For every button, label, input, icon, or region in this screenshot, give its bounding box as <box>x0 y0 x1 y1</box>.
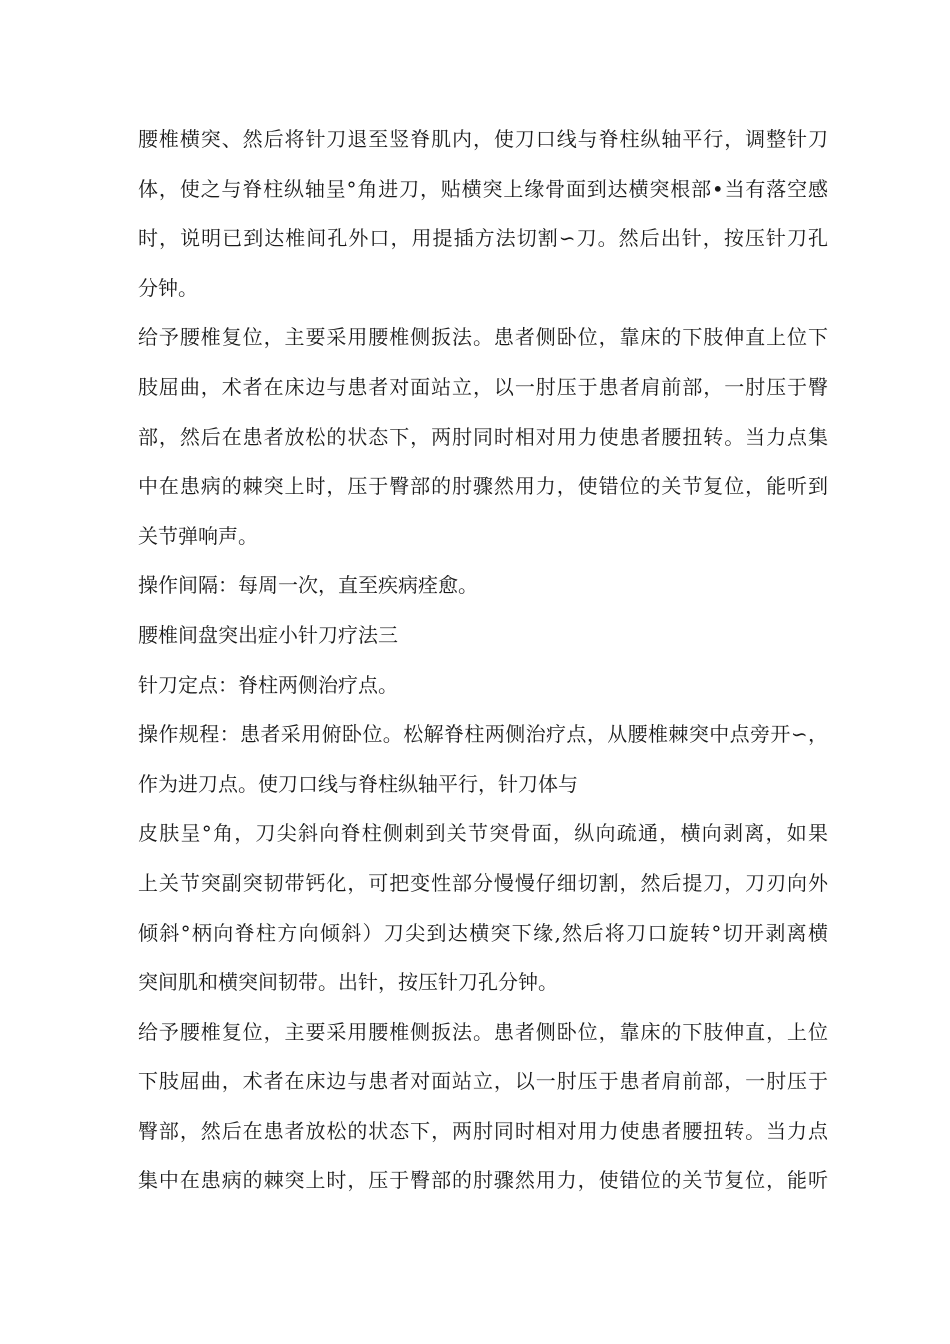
text-line: 操作间隔：每周一次，直至疾病痊愈。 <box>138 573 478 598</box>
text-line: 倾斜°柄向脊柱方向倾斜）刀尖到达横突下缘,然后将刀口旋转°切开剥离横 <box>138 920 828 945</box>
text-line: 给予腰椎复位，主要采用腰椎侧扳法。患者侧卧位，靠床的下肢伸直，上位 <box>138 1019 828 1044</box>
text-line: 关节弹响声。 <box>138 523 258 548</box>
text-line: 作为进刀点。使刀口线与脊柱纵轴平行，针刀体与 <box>138 771 578 796</box>
text-line: 皮肤呈°角，刀尖斜向脊柱侧刺到关节突骨面，纵向疏通，横向剥离，如果 <box>138 821 828 846</box>
text-line: 部，然后在患者放松的状态下，两肘同时相对用力使患者腰扭转。当力点集 <box>138 424 828 449</box>
text-line: 突间肌和横突间韧带。出针，按压针刀孔分钟。 <box>138 970 558 995</box>
text-line: 上关节突副突韧带钙化，可把变性部分慢慢仔细切割，然后提刀，刀刃向外 <box>138 870 828 895</box>
text-line: 臀部，然后在患者放松的状态下，两肘同时相对用力使患者腰扭转。当力点 <box>138 1118 828 1143</box>
text-line: 操作规程：患者采用俯卧位。松解脊柱两侧治疗点，从腰椎棘突中点旁开∽， <box>138 722 828 747</box>
text-line: 时，说明已到达椎间孔外口，用提插方法切割∽刀。然后出针，按压针刀孔 <box>138 226 828 251</box>
document-body <box>138 115 828 1206</box>
text-line: 腰椎间盘突出症小针刀疗法三 <box>138 622 398 647</box>
text-line: 中在患病的棘突上时，压于臀部的肘骤然用力，使错位的关节复位，能听到 <box>138 474 828 499</box>
text-line: 肢屈曲，术者在床边与患者对面站立，以一肘压于患者肩前部，一肘压于臀 <box>138 374 828 399</box>
text-line: 体，使之与脊柱纵轴呈°角进刀，贴横突上缘骨面到达横突根部•当有落空感 <box>138 176 828 201</box>
text-line: 给予腰椎复位，主要采用腰椎侧扳法。患者侧卧位，靠床的下肢伸直上位下 <box>138 325 828 350</box>
text-line: 集中在患病的棘突上时，压于臀部的肘骤然用力，使错位的关节复位，能听 <box>138 1168 828 1193</box>
text-line: 分钟。 <box>138 275 198 300</box>
text-line: 针刀定点：脊柱两侧治疗点。 <box>138 672 398 697</box>
text-line: 腰椎横突、然后将针刀退至竖脊肌内，使刀口线与脊柱纵轴平行，调整针刀 <box>138 127 828 151</box>
text-line: 下肢屈曲，术者在床边与患者对面站立，以一肘压于患者肩前部，一肘压于 <box>138 1069 828 1094</box>
